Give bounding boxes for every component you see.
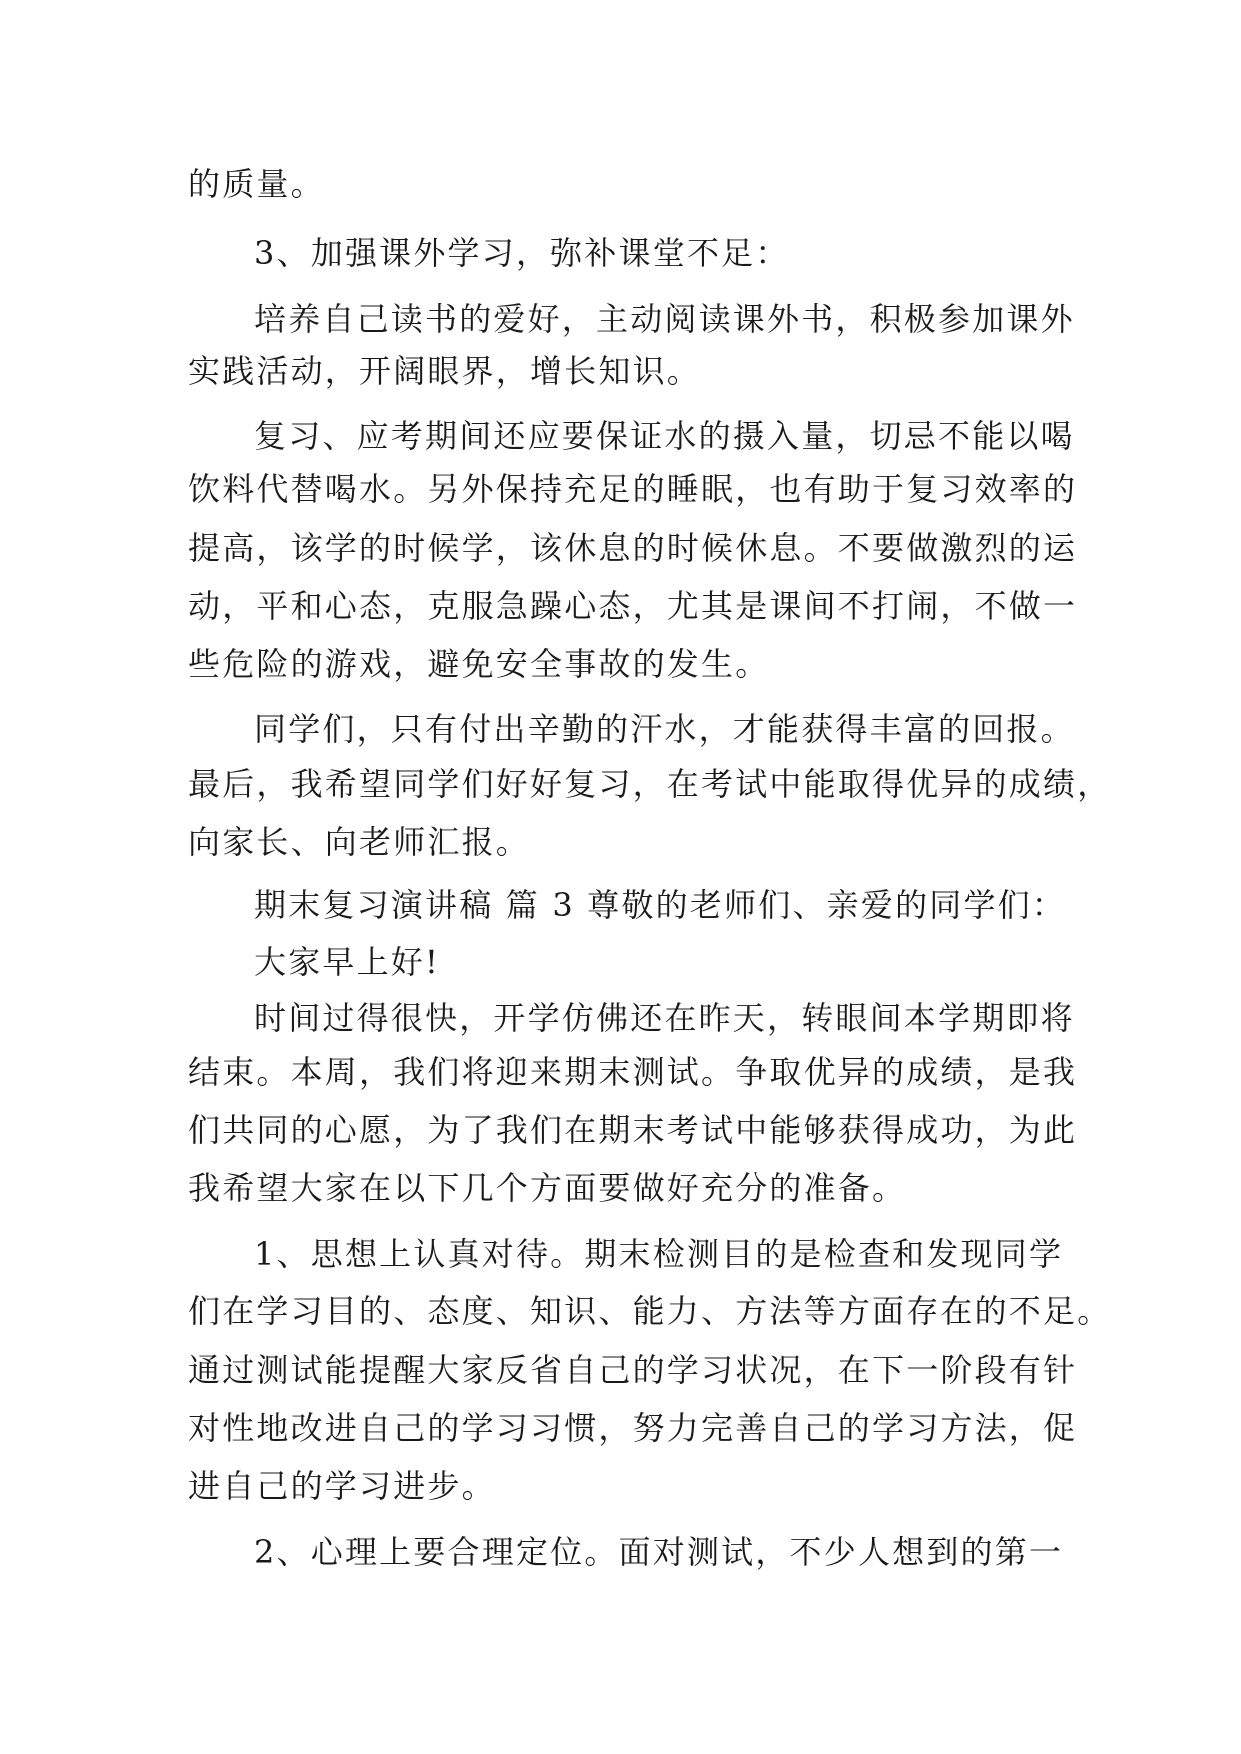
text-line: 最后，我希望同学们好好复习，在考试中能取得优异的成绩，	[188, 765, 1112, 803]
text-line: 2、心理上要合理定位。面对测试，不少人想到的第一	[254, 1533, 1064, 1571]
text-line: 实践活动，开阔眼界，增长知识。	[188, 352, 702, 390]
text-line: 期末复习演讲稿 篇 3 尊敬的老师们、亲爱的同学们：	[254, 886, 1067, 924]
text-line: 的质量。	[188, 165, 325, 203]
text-line: 复习、应考期间还应要保证水的摄入量，切忌不能以喝	[254, 417, 1075, 455]
text-line: 动，平和心态，克服急躁心态，尤其是课间不打闹，不做一	[188, 587, 1078, 625]
text-line: 们共同的心愿，为了我们在期末考试中能够获得成功，为此	[188, 1111, 1078, 1149]
text-line: 通过测试能提醒大家反省自己的学习状况，在下一阶段有针	[188, 1351, 1078, 1389]
text-line: 对性地改进自己的学习习惯，努力完善自己的学习方法，促	[188, 1409, 1078, 1447]
text-line: 大家早上好!	[254, 943, 441, 981]
text-line: 饮料代替喝水。另外保持充足的睡眠，也有助于复习效率的	[188, 470, 1078, 508]
text-line: 进自己的学习进步。	[188, 1467, 496, 1505]
text-line: 我希望大家在以下几个方面要做好充分的准备。	[188, 1169, 907, 1207]
text-line: 提高，该学的时候学，该休息的时候休息。不要做激烈的运	[188, 529, 1078, 567]
text-line: 结束。本周，我们将迎来期末测试。争取优异的成绩，是我	[188, 1053, 1078, 1091]
text-line: 培养自己读书的爱好，主动阅读课外书，积极参加课外	[254, 300, 1075, 338]
text-line: 们在学习目的、态度、知识、能力、方法等方面存在的不足。	[188, 1292, 1112, 1330]
text-line: 3、加强课外学习，弥补课堂不足：	[254, 234, 790, 272]
text-line: 些危险的游戏，避免安全事故的发生。	[188, 645, 770, 683]
text-line: 1、思想上认真对待。期末检测目的是检查和发现同学	[254, 1235, 1064, 1273]
text-line: 向家长、向老师汇报。	[188, 823, 531, 861]
text-line: 时间过得很快，开学仿佛还在昨天，转眼间本学期即将	[254, 999, 1075, 1037]
text-line: 同学们，只有付出辛勤的汗水，才能获得丰富的回报。	[254, 710, 1075, 748]
